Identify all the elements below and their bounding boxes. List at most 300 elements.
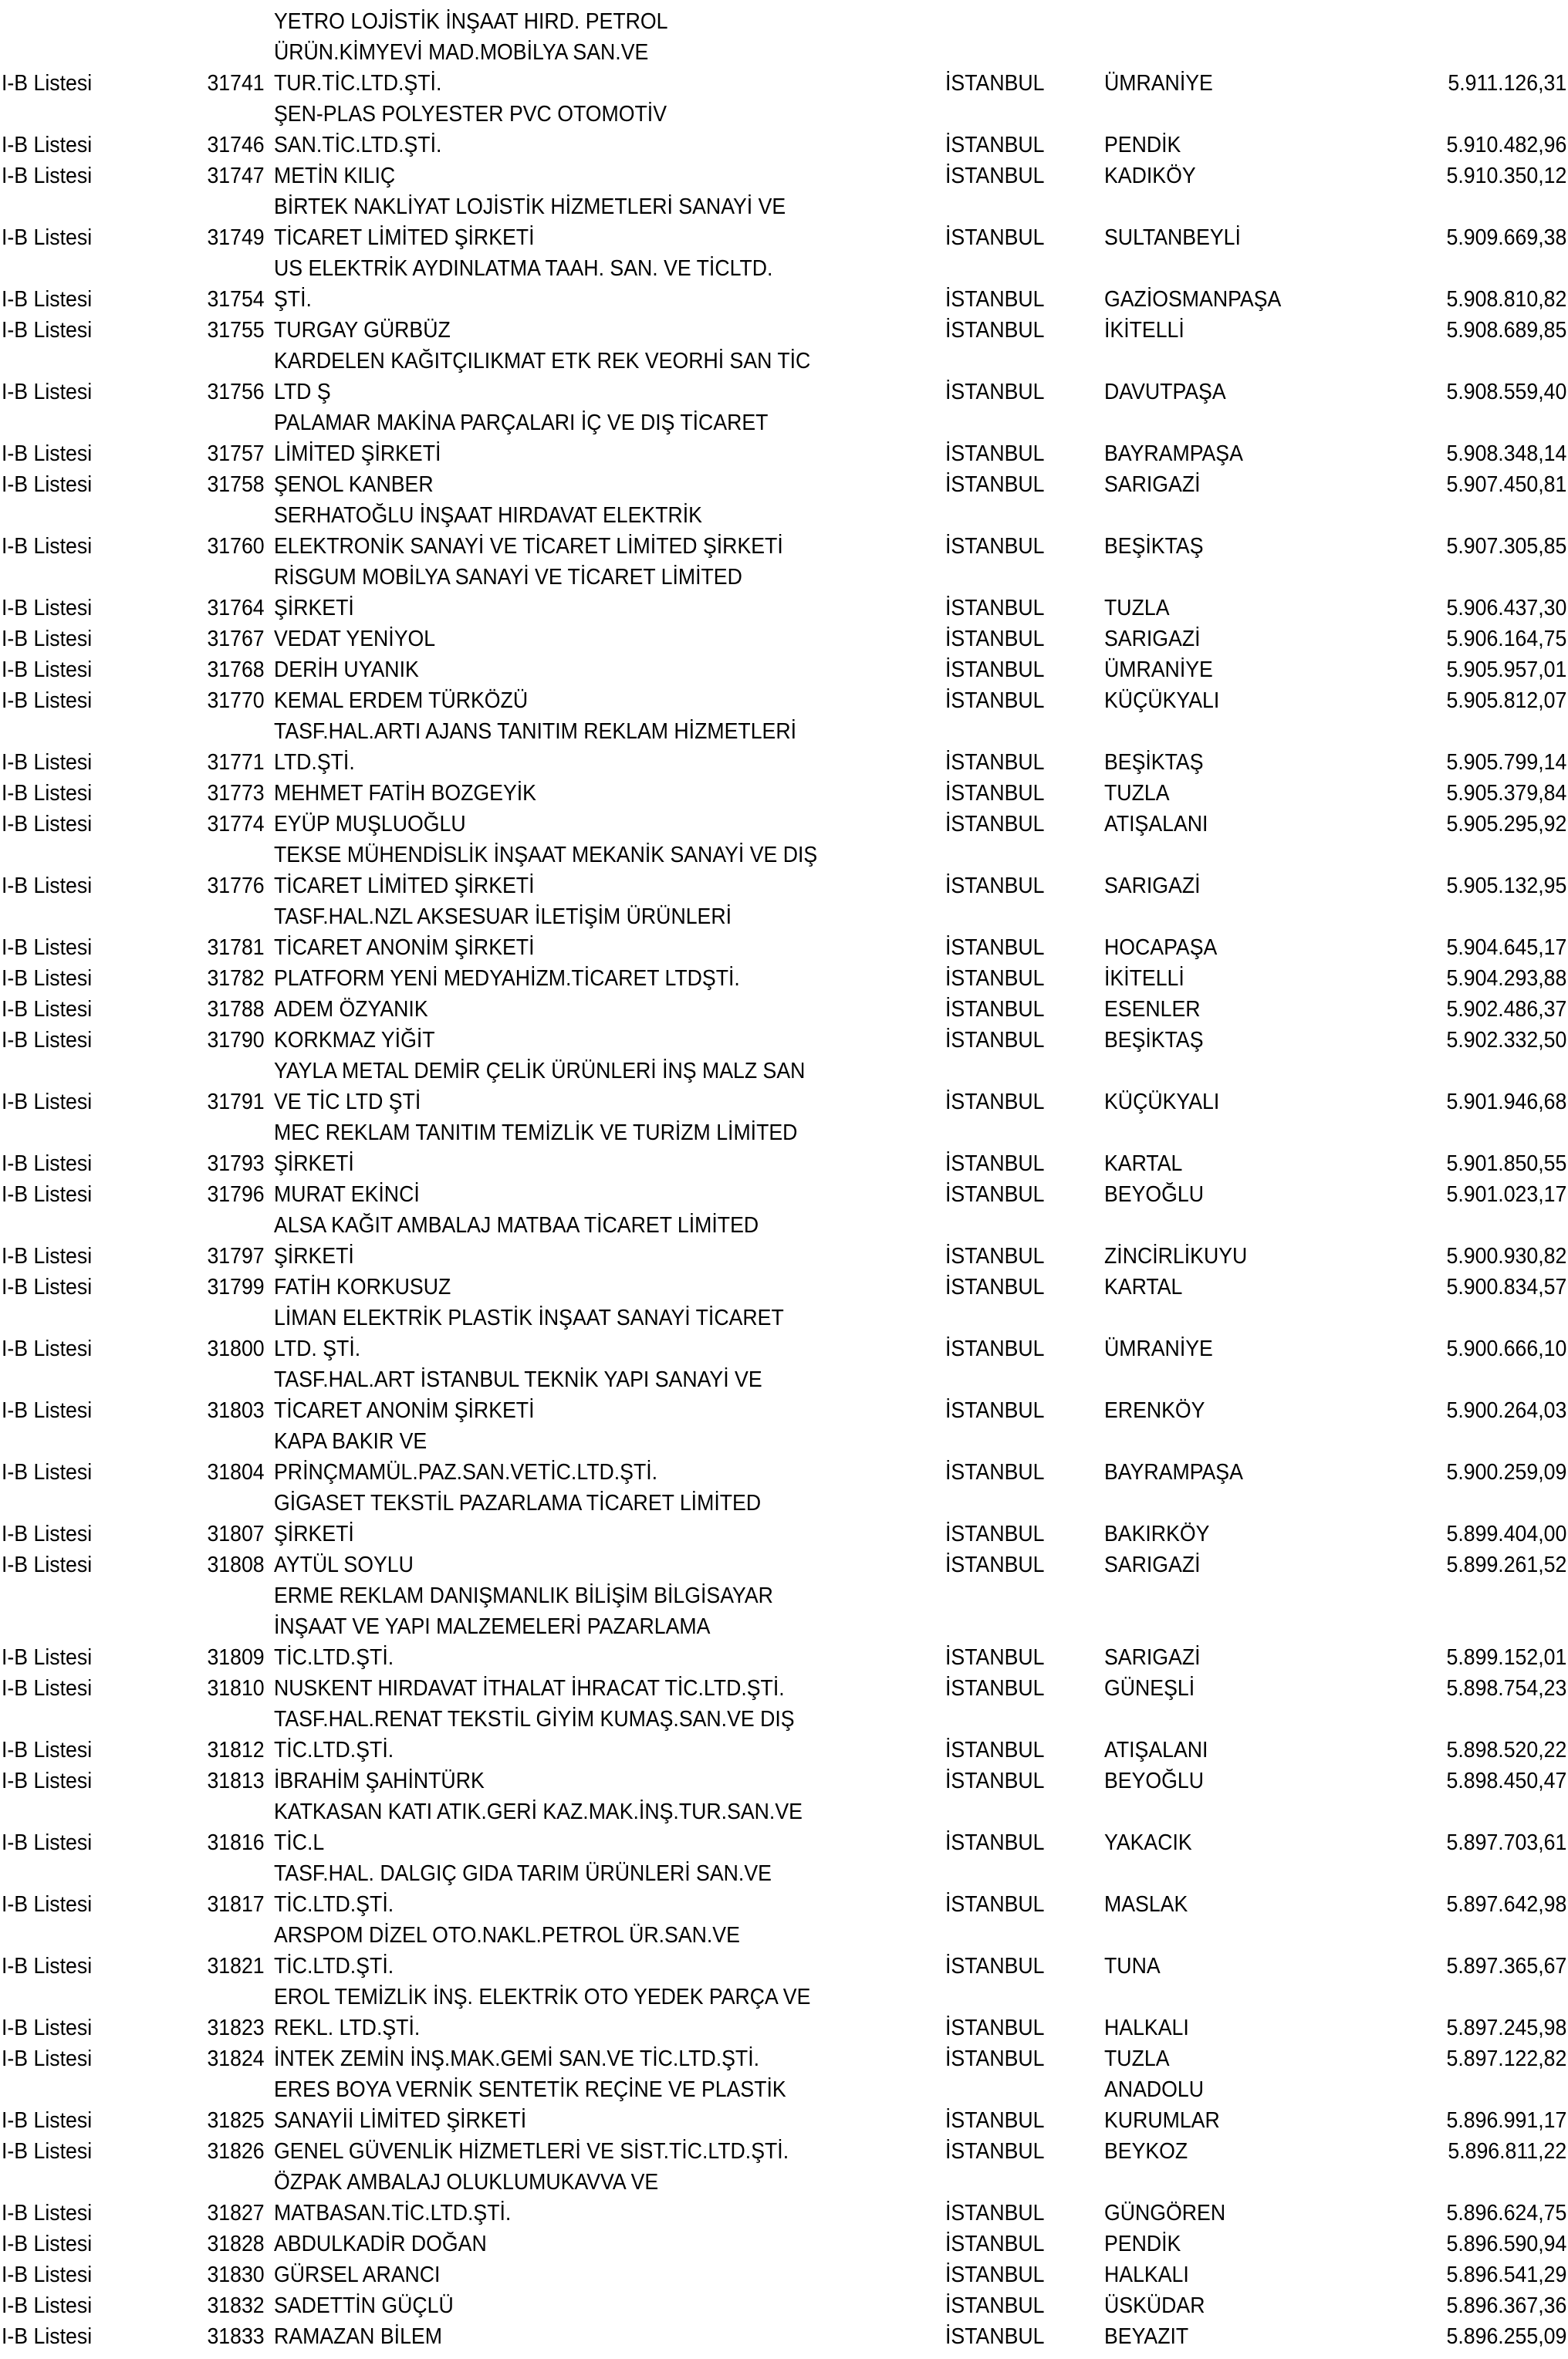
record-number: 31760 — [207, 534, 265, 559]
row-line — [0, 1951, 1568, 1982]
company-name: LİMAN ELEKTRİK PLASTİK İNŞAAT SANAYİ TİCARET — [274, 1306, 784, 1330]
row-line — [0, 624, 1568, 654]
row-line — [0, 1303, 1568, 1333]
list-type: I-B Listesi — [2, 812, 93, 836]
row-line — [0, 469, 1568, 500]
record-number: 31821 — [207, 1954, 265, 1979]
city: İSTANBUL — [945, 2263, 1045, 2287]
record-number: 31791 — [207, 1090, 265, 1114]
row-line — [0, 747, 1568, 778]
list-type: I-B Listesi — [2, 2293, 93, 2318]
city: İSTANBUL — [945, 997, 1045, 1022]
list-type: I-B Listesi — [2, 627, 93, 651]
company-name: KAPA BAKIR VE — [274, 1429, 427, 1454]
record-number: 31756 — [207, 380, 265, 404]
district: BEYAZIT — [1104, 2324, 1189, 2349]
row-line — [0, 2043, 1568, 2074]
district: BEŞİKTAŞ — [1104, 534, 1204, 559]
city: İSTANBUL — [945, 812, 1045, 836]
city: İSTANBUL — [945, 1090, 1045, 1114]
record-number: 31807 — [207, 1522, 265, 1546]
amount: 5.896.811,22 — [1448, 2139, 1566, 2164]
record-number: 31793 — [207, 1151, 265, 1176]
company-name: ŞİRKETİ — [274, 1151, 354, 1176]
company-name: TİC.L — [274, 1830, 325, 1855]
company-name: ŞİRKETİ — [274, 1522, 354, 1546]
district: ÜMRANİYE — [1104, 71, 1213, 96]
company-name: SAN.TİC.LTD.ŞTİ. — [274, 133, 442, 157]
record-number: 31824 — [207, 2046, 265, 2071]
company-name: ŞEN-PLAS POLYESTER PVC OTOMOTİV — [274, 102, 667, 127]
district: SARIGAZİ — [1104, 627, 1201, 651]
city: İSTANBUL — [945, 534, 1045, 559]
city: İSTANBUL — [945, 133, 1045, 157]
city: İSTANBUL — [945, 1830, 1045, 1855]
company-name: TİC.LTD.ŞTİ. — [274, 1892, 394, 1917]
record-number: 31809 — [207, 1645, 265, 1670]
district: SARIGAZİ — [1104, 1645, 1201, 1670]
city: İSTANBUL — [945, 1182, 1045, 1207]
company-name: LTD. ŞTİ. — [274, 1337, 361, 1361]
district: ÜSKÜDAR — [1104, 2293, 1205, 2318]
row-line — [0, 654, 1568, 685]
amount: 5.906.437,30 — [1446, 596, 1566, 620]
company-name: LTD Ş — [274, 380, 331, 404]
district: BAYRAMPAŞA — [1104, 1460, 1243, 1485]
company-name: İNŞAAT VE YAPI MALZEMELERİ PAZARLAMA — [274, 1614, 711, 1639]
amount: 5.908.689,85 — [1446, 318, 1566, 343]
record-number: 31826 — [207, 2139, 265, 2164]
row-line — [0, 2136, 1568, 2167]
city: İSTANBUL — [945, 1738, 1045, 1762]
company-name: SANAYİİ LİMİTED ŞİRKETİ — [274, 2108, 527, 2133]
row-line — [0, 377, 1568, 407]
row-line — [0, 562, 1568, 593]
row-line — [0, 1025, 1568, 1056]
amount: 5.905.799,14 — [1446, 750, 1566, 775]
row-line — [0, 1241, 1568, 1272]
company-name: RİSGUM MOBİLYA SANAYİ VE TİCARET LİMİTED — [274, 565, 742, 590]
company-name: ERME REKLAM DANIŞMANLIK BİLİŞİM BİLGİSAYAR — [274, 1583, 773, 1608]
amount: 5.901.023,17 — [1446, 1182, 1566, 1207]
amount: 5.898.450,47 — [1446, 1769, 1566, 1793]
district: TUZLA — [1104, 781, 1170, 806]
amount: 5.905.295,92 — [1446, 812, 1566, 836]
list-type: I-B Listesi — [2, 596, 93, 620]
list-type: I-B Listesi — [2, 318, 93, 343]
row-line — [0, 1982, 1568, 2013]
amount: 5.899.404,00 — [1446, 1522, 1566, 1546]
amount: 5.900.264,03 — [1446, 1398, 1566, 1423]
list-type: I-B Listesi — [2, 1954, 93, 1979]
amount: 5.905.132,95 — [1446, 874, 1566, 898]
company-name: MURAT EKİNCİ — [274, 1182, 420, 1207]
company-name: METİN KILIÇ — [274, 164, 396, 188]
amount: 5.902.486,37 — [1446, 997, 1566, 1022]
row-line — [0, 2259, 1568, 2290]
record-number: 31828 — [207, 2232, 265, 2256]
amount: 5.902.332,50 — [1446, 1028, 1566, 1053]
city: İSTANBUL — [945, 1553, 1045, 1577]
company-name: TİC.LTD.ŞTİ. — [274, 1738, 394, 1762]
row-line — [0, 1364, 1568, 1395]
record-number: 31803 — [207, 1398, 265, 1423]
city: İSTANBUL — [945, 225, 1045, 250]
record-number: 31833 — [207, 2324, 265, 2349]
row-line — [0, 2167, 1568, 2198]
city: İSTANBUL — [945, 688, 1045, 713]
record-number: 31757 — [207, 441, 265, 466]
row-line — [0, 1148, 1568, 1179]
row-line — [0, 1550, 1568, 1580]
row-line — [0, 2321, 1568, 2352]
district: KÜÇÜKYALI — [1104, 688, 1220, 713]
company-name: EYÜP MUŞLUOĞLU — [274, 812, 466, 836]
row-line — [0, 932, 1568, 963]
amount: 5.897.122,82 — [1446, 2046, 1566, 2071]
record-number: 31741 — [207, 71, 265, 96]
company-name: ŞİRKETİ — [274, 596, 354, 620]
company-name: BİRTEK NAKLİYAT LOJİSTİK HİZMETLERİ SANAYİ VE — [274, 194, 786, 219]
row-line — [0, 99, 1568, 130]
company-name: ABDULKADİR DOĞAN — [274, 2232, 487, 2256]
amount: 5.908.810,82 — [1446, 287, 1566, 312]
record-number: 31816 — [207, 1830, 265, 1855]
list-type: I-B Listesi — [2, 1398, 93, 1423]
record-number: 31808 — [207, 1553, 265, 1577]
list-type: I-B Listesi — [2, 164, 93, 188]
list-type: I-B Listesi — [2, 1090, 93, 1114]
list-type: I-B Listesi — [2, 1151, 93, 1176]
company-name: TİC.LTD.ŞTİ. — [274, 1645, 394, 1670]
list-type: I-B Listesi — [2, 2046, 93, 2071]
district: BAYRAMPAŞA — [1104, 441, 1243, 466]
amount: 5.899.152,01 — [1446, 1645, 1566, 1670]
company-name: TASF.HAL.RENAT TEKSTİL GİYİM KUMAŞ.SAN.VE DIŞ — [274, 1707, 795, 1732]
district: KÜÇÜKYALI — [1104, 1090, 1220, 1114]
record-number: 31800 — [207, 1337, 265, 1361]
company-name: TASF.HAL.NZL AKSESUAR İLETİŞİM ÜRÜNLERİ — [274, 904, 732, 929]
city: İSTANBUL — [945, 596, 1045, 620]
city: İSTANBUL — [945, 1460, 1045, 1485]
amount: 5.911.126,31 — [1448, 71, 1566, 96]
list-type: I-B Listesi — [2, 1738, 93, 1762]
list-type: I-B Listesi — [2, 966, 93, 991]
city: İSTANBUL — [945, 1645, 1045, 1670]
row-line — [0, 870, 1568, 901]
list-type: I-B Listesi — [2, 2263, 93, 2287]
row-line — [0, 963, 1568, 994]
amount: 5.900.834,57 — [1446, 1275, 1566, 1299]
record-number: 31774 — [207, 812, 265, 836]
city: İSTANBUL — [945, 2108, 1045, 2133]
row-line — [0, 2229, 1568, 2259]
company-name: YAYLA METAL DEMİR ÇELİK ÜRÜNLERİ İNŞ MALZ SAN — [274, 1059, 806, 1083]
row-line — [0, 1210, 1568, 1241]
row-line — [0, 1519, 1568, 1550]
company-name: SERHATOĞLU İNŞAAT HIRDAVAT ELEKTRİK — [274, 503, 702, 528]
district: YAKACIK — [1104, 1830, 1192, 1855]
list-type: I-B Listesi — [2, 1892, 93, 1917]
row-line — [0, 346, 1568, 377]
amount: 5.896.624,75 — [1446, 2201, 1566, 2226]
company-name: KATKASAN KATI ATIK.GERİ KAZ.MAK.İNŞ.TUR.SAN.VE — [274, 1800, 803, 1824]
row-line — [0, 1056, 1568, 1087]
amount: 5.905.379,84 — [1446, 781, 1566, 806]
company-name: ŞENOL KANBER — [274, 472, 434, 497]
city: İSTANBUL — [945, 1244, 1045, 1269]
city: İSTANBUL — [945, 2016, 1045, 2040]
amount: 5.896.991,17 — [1446, 2108, 1566, 2133]
district: ZİNCİRLİKUYU — [1104, 1244, 1248, 1269]
row-line — [0, 500, 1568, 531]
district: ÜMRANİYE — [1104, 1337, 1213, 1361]
amount: 5.904.293,88 — [1446, 966, 1566, 991]
company-name: GİGASET TEKSTİL PAZARLAMA TİCARET LİMİTED — [274, 1491, 762, 1516]
list-type: I-B Listesi — [2, 71, 93, 96]
company-name: TİCARET ANONİM ŞİRKETİ — [274, 1398, 535, 1423]
company-name: TASF.HAL. DALGIÇ GIDA TARIM ÜRÜNLERİ SAN.VE — [274, 1861, 772, 1886]
record-number: 31790 — [207, 1028, 265, 1053]
list-type: I-B Listesi — [2, 997, 93, 1022]
row-line — [0, 1611, 1568, 1642]
company-name: PLATFORM YENİ MEDYAHİZM.TİCARET LTDŞTİ. — [274, 966, 740, 991]
row-line — [0, 840, 1568, 870]
row-line — [0, 1179, 1568, 1210]
city: İSTANBUL — [945, 441, 1045, 466]
row-line — [0, 191, 1568, 222]
district: BAKIRKÖY — [1104, 1522, 1210, 1546]
row-line — [0, 1395, 1568, 1426]
row-line — [0, 161, 1568, 191]
company-name: YETRO LOJİSTİK İNŞAAT HIRD. PETROL — [274, 9, 668, 34]
district: İKİTELLİ — [1104, 966, 1184, 991]
list-type: I-B Listesi — [2, 2139, 93, 2164]
district: GAZİOSMANPAŞA — [1104, 287, 1282, 312]
row-line — [0, 1796, 1568, 1827]
district: MASLAK — [1104, 1892, 1188, 1917]
company-name: KEMAL ERDEM TÜRKÖZÜ — [274, 688, 529, 713]
district: KURUMLAR — [1104, 2108, 1220, 2133]
city: İSTANBUL — [945, 627, 1045, 651]
city: İSTANBUL — [945, 1769, 1045, 1793]
company-name: KARDELEN KAĞITÇILIKMAT ETK REK VEORHİ SAN TİC — [274, 349, 811, 373]
list-type: I-B Listesi — [2, 657, 93, 682]
row-line — [0, 2198, 1568, 2229]
list-type: I-B Listesi — [2, 1830, 93, 1855]
amount: 5.896.367,36 — [1446, 2293, 1566, 2318]
row-line — [0, 1426, 1568, 1457]
amount: 5.897.642,98 — [1446, 1892, 1566, 1917]
city: İSTANBUL — [945, 287, 1045, 312]
district: GÜNGÖREN — [1104, 2201, 1226, 2226]
list-type: I-B Listesi — [2, 1244, 93, 1269]
district: ATIŞALANI — [1104, 1738, 1208, 1762]
record-number: 31754 — [207, 287, 265, 312]
company-name: AYTÜL SOYLU — [274, 1553, 414, 1577]
company-name: TASF.HAL.ART İSTANBUL TEKNİK YAPI SANAYİ VE — [274, 1367, 762, 1392]
district: BEYKOZ — [1104, 2139, 1188, 2164]
record-number: 31758 — [207, 472, 265, 497]
record-number: 31781 — [207, 935, 265, 960]
city: İSTANBUL — [945, 781, 1045, 806]
amount: 5.900.259,09 — [1446, 1460, 1566, 1485]
row-line — [0, 1333, 1568, 1364]
list-type: I-B Listesi — [2, 472, 93, 497]
amount: 5.907.450,81 — [1446, 472, 1566, 497]
company-name: EROL TEMİZLİK İNŞ. ELEKTRİK OTO YEDEK PARÇA VE — [274, 1985, 811, 2009]
record-number: 31771 — [207, 750, 265, 775]
district: PENDİK — [1104, 2232, 1181, 2256]
row-line — [0, 1827, 1568, 1858]
district: PENDİK — [1104, 133, 1181, 157]
city: İSTANBUL — [945, 1954, 1045, 1979]
row-line — [0, 994, 1568, 1025]
city: İSTANBUL — [945, 935, 1045, 960]
record-number: 31804 — [207, 1460, 265, 1485]
city: İSTANBUL — [945, 2324, 1045, 2349]
amount: 5.897.245,98 — [1446, 2016, 1566, 2040]
list-type: I-B Listesi — [2, 2016, 93, 2040]
record-number: 31799 — [207, 1275, 265, 1299]
company-name: KORKMAZ YİĞİT — [274, 1028, 435, 1053]
record-number: 31782 — [207, 966, 265, 991]
company-name: LTD.ŞTİ. — [274, 750, 355, 775]
company-name: VE TİC LTD ŞTİ — [274, 1090, 421, 1114]
amount: 5.899.261,52 — [1446, 1553, 1566, 1577]
record-number: 31773 — [207, 781, 265, 806]
company-name: ERES BOYA VERNİK SENTETİK REÇİNE VE PLASTİK — [274, 2077, 786, 2102]
row-line — [0, 1735, 1568, 1766]
company-name: TİC.LTD.ŞTİ. — [274, 1954, 394, 1979]
record-number: 31825 — [207, 2108, 265, 2133]
city: İSTANBUL — [945, 874, 1045, 898]
company-name: PRİNÇMAMÜL.PAZ.SAN.VETİC.LTD.ŞTİ. — [274, 1460, 658, 1485]
row-line — [0, 2013, 1568, 2043]
city: İSTANBUL — [945, 380, 1045, 404]
district: KARTAL — [1104, 1275, 1183, 1299]
record-number: 31830 — [207, 2263, 265, 2287]
district: KARTAL — [1104, 1151, 1183, 1176]
district: ANADOLU — [1104, 2077, 1204, 2102]
amount: 5.896.541,29 — [1446, 2263, 1566, 2287]
company-name: ŞİRKETİ — [274, 1244, 354, 1269]
record-number: 31797 — [207, 1244, 265, 1269]
city: İSTANBUL — [945, 1676, 1045, 1701]
record-number: 31813 — [207, 1769, 265, 1793]
record-number: 31767 — [207, 627, 265, 651]
company-name: TİCARET ANONİM ŞİRKETİ — [274, 935, 535, 960]
district: HALKALI — [1104, 2263, 1189, 2287]
row-line — [0, 716, 1568, 747]
row-line — [0, 68, 1568, 99]
list-type: I-B Listesi — [2, 2201, 93, 2226]
district: SARIGAZİ — [1104, 1553, 1201, 1577]
amount: 5.905.812,07 — [1446, 688, 1566, 713]
record-number: 31832 — [207, 2293, 265, 2318]
company-name: SADETTİN GÜÇLÜ — [274, 2293, 454, 2318]
district: ATIŞALANI — [1104, 812, 1208, 836]
list-type: I-B Listesi — [2, 1182, 93, 1207]
row-line — [0, 1920, 1568, 1951]
company-name: FATİH KORKUSUZ — [274, 1275, 451, 1299]
amount: 5.897.703,61 — [1446, 1830, 1566, 1855]
company-name: GÜRSEL ARANCI — [274, 2263, 441, 2287]
company-name: TASF.HAL.ARTI AJANS TANITIM REKLAM HİZMETLERİ — [274, 719, 797, 744]
company-name: ADEM ÖZYANIK — [274, 997, 428, 1022]
list-type: I-B Listesi — [2, 1645, 93, 1670]
company-name: MATBASAN.TİC.LTD.ŞTİ. — [274, 2201, 512, 2226]
district: BEŞİKTAŞ — [1104, 1028, 1204, 1053]
record-number: 31812 — [207, 1738, 265, 1762]
amount: 5.896.590,94 — [1446, 2232, 1566, 2256]
row-line — [0, 901, 1568, 932]
row-line — [0, 2105, 1568, 2136]
city: İSTANBUL — [945, 2293, 1045, 2318]
list-type: I-B Listesi — [2, 1676, 93, 1701]
list-type: I-B Listesi — [2, 1522, 93, 1546]
record-number: 31788 — [207, 997, 265, 1022]
row-line — [0, 1087, 1568, 1117]
city: İSTANBUL — [945, 1522, 1045, 1546]
list-type: I-B Listesi — [2, 1275, 93, 1299]
amount: 5.896.255,09 — [1446, 2324, 1566, 2349]
row-line — [0, 593, 1568, 624]
row-line — [0, 315, 1568, 346]
record-number: 31764 — [207, 596, 265, 620]
city: İSTANBUL — [945, 1337, 1045, 1361]
list-type: I-B Listesi — [2, 750, 93, 775]
company-name: ELEKTRONİK SANAYİ VE TİCARET LİMİTED ŞİRKETİ — [274, 534, 783, 559]
city: İSTANBUL — [945, 71, 1045, 96]
city: İSTANBUL — [945, 2139, 1045, 2164]
district: SARIGAZİ — [1104, 874, 1201, 898]
row-line — [0, 778, 1568, 809]
row-line — [0, 809, 1568, 840]
row-line — [0, 130, 1568, 161]
amount: 5.910.482,96 — [1446, 133, 1566, 157]
list-type: I-B Listesi — [2, 2324, 93, 2349]
company-name: RAMAZAN BİLEM — [274, 2324, 442, 2349]
record-number: 31749 — [207, 225, 265, 250]
city: İSTANBUL — [945, 2232, 1045, 2256]
city: İSTANBUL — [945, 1398, 1045, 1423]
amount: 5.908.559,40 — [1446, 380, 1566, 404]
list-type: I-B Listesi — [2, 2108, 93, 2133]
list-type: I-B Listesi — [2, 287, 93, 312]
row-line — [0, 253, 1568, 284]
list-type: I-B Listesi — [2, 1460, 93, 1485]
record-number: 31746 — [207, 133, 265, 157]
row-line — [0, 1272, 1568, 1303]
list-type: I-B Listesi — [2, 935, 93, 960]
company-name: DERİH UYANIK — [274, 657, 419, 682]
row-line — [0, 1457, 1568, 1488]
record-number: 31755 — [207, 318, 265, 343]
company-name: ARSPOM DİZEL OTO.NAKL.PETROL ÜR.SAN.VE — [274, 1923, 740, 1948]
row-line — [0, 438, 1568, 469]
list-type: I-B Listesi — [2, 1769, 93, 1793]
district: TUZLA — [1104, 596, 1170, 620]
row-line — [0, 407, 1568, 438]
row-line — [0, 685, 1568, 716]
company-name: İNTEK ZEMİN İNŞ.MAK.GEMİ SAN.VE TİC.LTD.ŞTİ. — [274, 2046, 760, 2071]
row-line — [0, 6, 1568, 37]
company-name: MEHMET FATİH BOZGEYİK — [274, 781, 536, 806]
list-type: I-B Listesi — [2, 781, 93, 806]
record-number: 31823 — [207, 2016, 265, 2040]
record-number: 31770 — [207, 688, 265, 713]
